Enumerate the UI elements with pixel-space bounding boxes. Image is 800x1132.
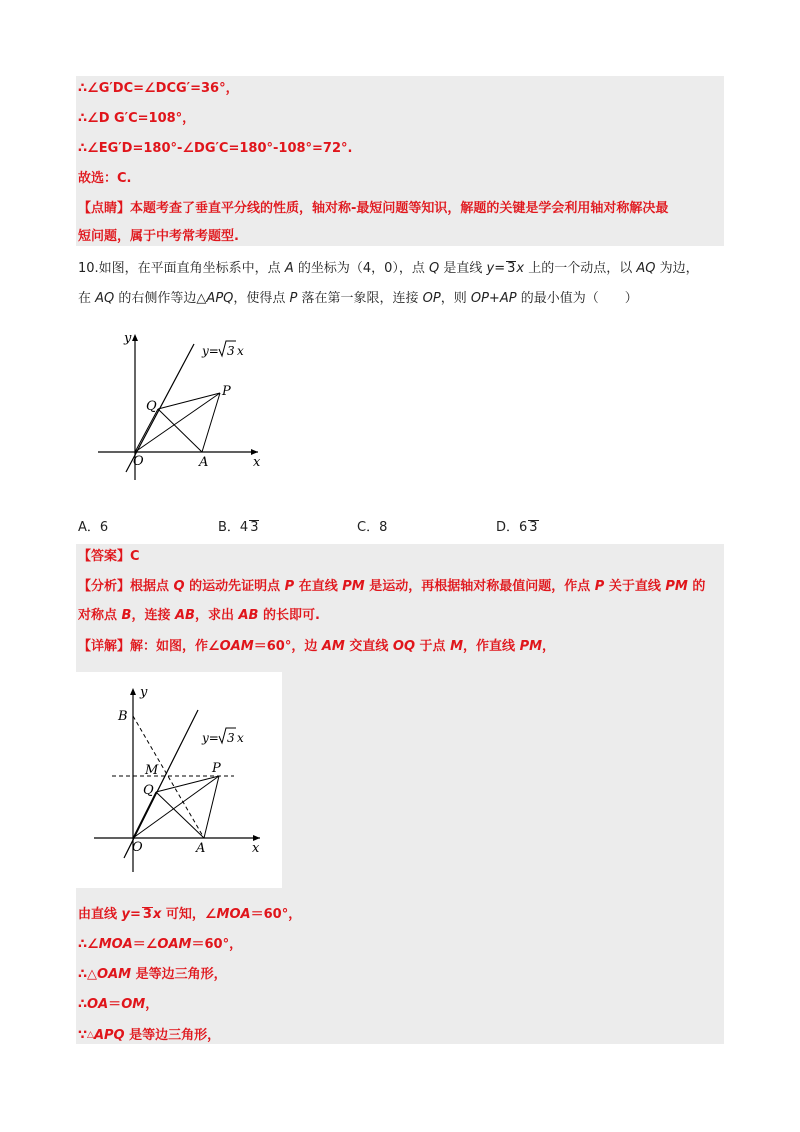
solution-step-4: ∴OA＝OM， (78, 997, 159, 1012)
question-figure (90, 328, 270, 488)
option-c[interactable]: C．8 (357, 520, 388, 535)
segment-PA (202, 393, 220, 452)
option-a[interactable]: A．6 (78, 520, 109, 535)
answer-line: 【答案】C (78, 549, 140, 564)
label-equation-prefix: y= (202, 731, 219, 745)
label-Q: Q (146, 399, 157, 414)
label-P: P (212, 761, 221, 776)
solution-line-2: ∴∠D G′C=108°， (78, 111, 196, 126)
solution-step-3: ∴△OAM 是等边三角形， (78, 967, 227, 982)
y-axis-arrow (132, 334, 138, 341)
segment-QA (158, 409, 202, 452)
label-equation-x: x (237, 731, 244, 745)
segment-OQ (135, 409, 158, 452)
solution-line-1: ∴∠G′DC=∠DCG′=36°， (78, 81, 239, 96)
y-axis-arrow (130, 688, 136, 695)
coordinate-diagram-2 (76, 672, 282, 888)
coordinate-diagram-1 (90, 328, 270, 488)
question-line-2: 在 AQ 的右侧作等边△APQ，使得点 P 落在第一象限，连接 OP，则 OP+AP 的最小值为（ ） (78, 291, 638, 306)
label-x: x (253, 455, 261, 470)
label-y: y (124, 331, 132, 346)
solution-step-5: ∵△APQ 是等边三角形， (78, 1028, 221, 1043)
comment-tag: 【点睛】 (78, 201, 131, 216)
solution-figure (76, 672, 282, 888)
analysis-line-2: 对称点 B，连接 AB，求出 AB 的长即可. (78, 608, 320, 623)
top-solution-block (76, 76, 724, 246)
comment-line-2: 短问题，属于中考常考题型. (78, 229, 239, 244)
question-line-1: 10.如图，在平面直角坐标系中，点 A 的坐标为（4，0），点 Q 是直线 y= 3x 上的一个动点，以 AQ 为边， (78, 261, 699, 276)
segment-QA (156, 792, 204, 838)
label-y: y (140, 685, 148, 700)
label-Q: Q (143, 783, 154, 798)
segment-QP (156, 776, 219, 792)
label-A: A (196, 841, 206, 856)
label-equation-root: 3 (227, 344, 235, 358)
label-O: O (133, 454, 144, 469)
comment-text-1: 本题考查了垂直平分线的性质，轴对称-最短问题等知识，解题的关键是学会利用轴对称解决最 (130, 201, 669, 216)
label-equation-prefix: y= (202, 344, 219, 358)
option-d[interactable]: D．6 3 (496, 520, 538, 535)
solution-step-1: 由直线 y= 3x 可知，∠MOA＝60°， (78, 907, 302, 922)
solution-line-3: ∴∠EG′D=180°-∠DG′C=180°-108°=72°. (78, 141, 353, 156)
detail-line: 【详解】解：如图，作∠OAM＝60°，边 AM 交直线 OQ 于点 M，作直线 PM， (78, 639, 556, 654)
label-equation-root: 3 (227, 731, 235, 745)
choice-line: 故选：C. (78, 171, 132, 186)
label-equation-x: x (237, 344, 244, 358)
label-M: M (145, 763, 159, 778)
label-A: A (199, 455, 209, 470)
label-x: x (252, 841, 260, 856)
label-P: P (222, 384, 231, 399)
label-O: O (132, 840, 143, 855)
comment-line-1 (78, 200, 668, 218)
label-B: B (118, 709, 128, 724)
solution-step-2: ∴∠MOA＝∠OAM＝60°， (78, 937, 243, 952)
segment-OQ (133, 792, 156, 838)
analysis-line-1: 【分析】根据点 Q 的运动先证明点 P 在直线 PM 是运动，再根据轴对称最值问题，作点 P 关于直线 PM 的 (78, 579, 706, 594)
option-b[interactable]: B．4 3 (218, 520, 259, 535)
